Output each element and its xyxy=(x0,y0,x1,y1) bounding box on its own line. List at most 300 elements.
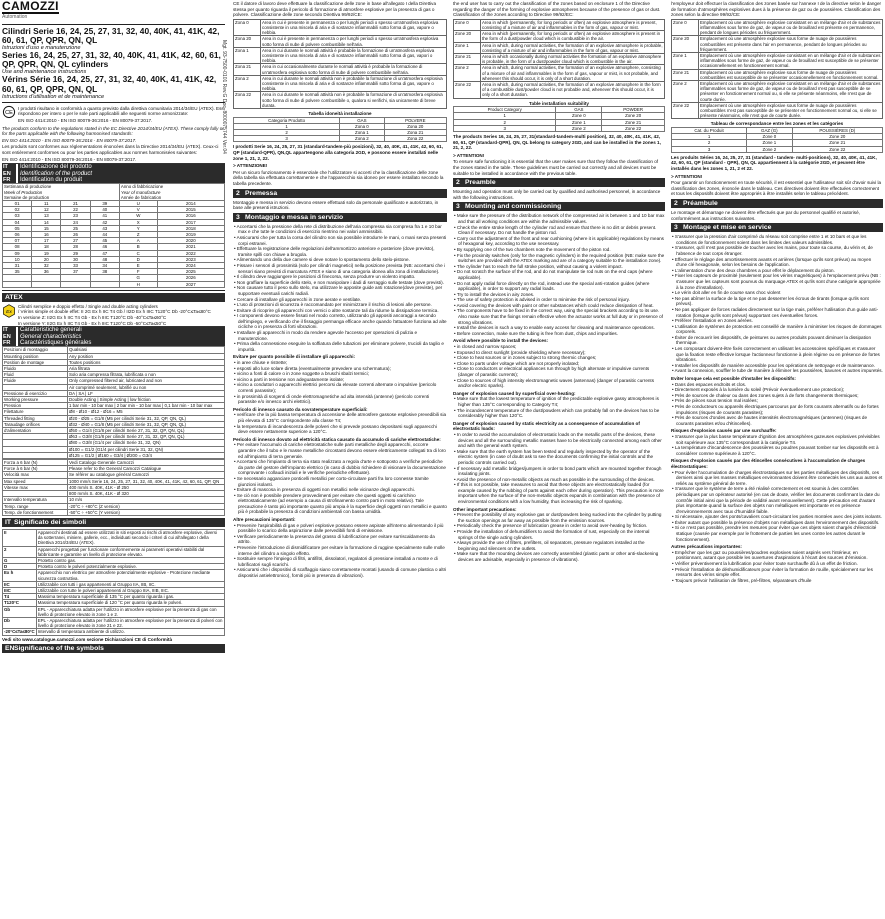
table-cell: Zona 20 xyxy=(384,123,446,129)
spec-label: Vitesse max xyxy=(3,484,68,490)
spec-label: Intervallo temperatura xyxy=(3,497,68,503)
zone-row xyxy=(234,64,447,75)
section-3-heading xyxy=(453,202,665,211)
bullet-item: • Éviter de recouvrir les dispositifs, de peintures ou autres produits pouvant diminuer la dissipation thermique. xyxy=(671,335,883,346)
year-letter: C xyxy=(119,250,157,256)
general-head-en: General characteristics xyxy=(18,334,225,340)
attention-text: To ensure safe functioning it is essential that the user makes sure that they follow the classification of the zones stated in the table. These guidelines must be carried out correctly and all devices must be suitable to be installed in accordance with the previous table. xyxy=(453,159,659,176)
table-cell: 1 xyxy=(234,123,340,129)
year-letter: Y xyxy=(119,225,157,231)
zone-desc: Emplacement où une atmosphère explosive consistant en un mélange d'air et de substances inflammables sous forme de gaz, de vapeur ou de brouillard n'est pas susceptible de se présenter en fonctionnement normal ou, si elle se présente néanmoins, elle n'est que de courte durée. xyxy=(699,81,883,103)
table-cell: Zone 21 xyxy=(792,140,882,146)
week-cell: 40 xyxy=(90,207,119,213)
bullet-item: • in prossimità di sorgenti di onde elettromagnetiche ad alta intensità (antenne) (pericolo correnti parassite e/o innesco archi elettrici). xyxy=(233,394,447,405)
year-letter: U xyxy=(119,200,157,206)
table-cell: Zone 21 xyxy=(602,119,665,125)
bullet-item: • Per evitare l'accumulo di cariche elettrostatiche sulle parti metalliche degli apparecchi, occorre garantire che il tubo e le masse metalliche circostanti devono essere elettricamente collegati tra di loro ed all'impianto di terra generale. xyxy=(233,442,447,459)
zone-row xyxy=(672,69,883,80)
bullet-item: • Dans des espaces endroits et clos. xyxy=(671,382,883,388)
bullet-item: • S'assurer que la plus basse température d'ignition des atmosphères gazeuses explosives prévisibles soit supérieure aux 135°C correspondant à la catégorie T4. xyxy=(671,434,883,445)
bullet-item: • If this is not possible, take measures to avoid that these objects are electrostatically loaded (for example caused by the rubbing of parts against each other during operation). This precaution is more important when the surface of the non-metallic objects expands in combination with the presence of environmental conditions with a low humidity, thus increasing the risk of sparking. xyxy=(453,482,665,504)
spec-label: Temp. range xyxy=(3,503,68,509)
zone-desc: Emplacement où une atmosphère explosive sous forme de nuage de poussières combustibles n'est pas susceptible de se présenter en fonctionnement normal ou, si elle se présente néanmoins, elle n'est que de courte durée. xyxy=(699,102,883,119)
atex-line: In versione Z: II2G Ex h IIC T4 Gb - Ex h IIIC T120°C Db -40°C≤Ta≤60°C xyxy=(18,315,167,321)
zone-name: Zona 21 xyxy=(234,64,261,75)
bullet-item: • If necessary add metallic bridges/jumpers in order to bond parts which are mounted together through insulating joints. xyxy=(453,466,665,477)
zone-name: Zone 2 xyxy=(672,81,699,103)
week-year-table: Settimana di produzione Week of Production Semaine de production Anno di fabbricazione Year of manufacture Année de fabrication 01 11 21 39 U 2014 02 12 22 40 V 2015 03 13 23 41 W 2016 04 14 24 42 X 2017 05 15 25 43 Y 2018 06 16 26 44 Z 2019 07 17 27 45 A 2020 08 18 28 46 B 2021 09 19 29 47 C 2022 10 20 30 48 D 2023 31 32 33 34 E 2024 35 36 37 38 F 2025 G 2026 H 2027 xyxy=(2,183,225,287)
symbol-meaning: Massima temperatura superficiale di 135 °C per quanto riguarda i gas. xyxy=(36,594,224,600)
intro-fr: Les produits sont conformes aux réglementations énoncées dans la Directive 2014/34/EU (ATEX). Ceux-ci sont entièrement conformes ou pour les parties applicables aux normes harmonisées suivantes: xyxy=(2,144,219,155)
spec-label: Pression xyxy=(3,403,68,409)
year-letter: F xyxy=(119,269,157,275)
zone-row xyxy=(672,19,883,36)
bullet-item: • Sostituire sempre l'impiego di filtri, antifiltri, dissolatori, regolatori di pressione installati a monte e di lubrificatori sugli scarichi. xyxy=(233,556,447,567)
year-letter: G xyxy=(119,275,157,281)
empty-cell xyxy=(32,281,61,287)
zone-desc: Area in which, during normal activities, the formation of an explosive atmosphere in the form of a combustible dust/powder cloud is not probable and, whenever this should occur, it is only of a short duration. xyxy=(481,82,665,99)
bullet-item: • Directement exposés à la lumière du soleil (Prévoir éventuellement une protection); xyxy=(671,387,883,393)
table-cell: 2 xyxy=(672,140,747,146)
bullet-item: • Cercare di installare gli apparecchi in zone aerate e ventilate. xyxy=(233,297,447,303)
bullet-item: • Ne pas abîmer la surface de la tige et ne pas desserrer les écrous de tirants (lorsque qu'ils sont prévus). xyxy=(671,296,883,307)
bullet-item: • Install the devices in such a way to enable easy access for cleaning and maintenance operations. xyxy=(453,325,665,331)
table-cell: 1 xyxy=(672,134,747,140)
symbol-code: 2 xyxy=(3,546,37,557)
atex-heading: ATEX xyxy=(2,293,225,302)
symbol-code: II xyxy=(3,529,37,546)
table-cell: Zone 2 xyxy=(747,146,793,152)
spec-value: -50°C ÷ +50°C (Y version) xyxy=(68,509,225,515)
week-cell: 03 xyxy=(3,213,32,219)
week-cell: 15 xyxy=(32,225,61,231)
bullet-item: • Ne pas appliquer de forces radiales directement sur la tige mais, préférer l'utilisation d'un guide anti-rotation (lorsque qu'ils sont prévus) supportant ces éventuelles forces. xyxy=(671,307,883,318)
subsection-title: Eviter lorsque cela est possible d'installer les dispositifs: xyxy=(671,376,796,382)
ce-block xyxy=(2,105,225,125)
bullet-item: • in closed and narrow spaces; xyxy=(453,344,665,350)
week-cell: 13 xyxy=(32,213,61,219)
week-cell: 34 xyxy=(90,263,119,269)
year-value: 2023 xyxy=(157,256,224,262)
subsection-title: Danger of explosion caused by static electricity as a consequence of accumulation of electrostatic loads: xyxy=(453,420,640,432)
ce-mark-icon xyxy=(2,105,16,119)
year-value: 2026 xyxy=(157,275,224,281)
week-cell: 23 xyxy=(61,213,90,219)
week-cell: 30 xyxy=(61,256,90,262)
bullet-item: • Éviter autant que possible la présence d'objets non métalliques dans l'environnement des dispositifs. xyxy=(671,520,883,526)
spec-value: 1 bar min - 10 bar max | 2 bar min - 10 bar max | 0,1 bar min - 10 bar max xyxy=(68,403,225,409)
category-note: Les produits Séries 16, 24, 25, 27, 31 (standard - tandem- multi-positions), 32, 40, 40K, 41, 41K, 42, 60, 61, QP (standard - QPR), QN, QL appartiennent à la catégorie 2GD, et peuvent être installés dans les zones 1, 21, 2 et 22. xyxy=(671,154,877,172)
general-block: IT EN FR Caratteristiche generali General characteristics Caractéristiques générales xyxy=(2,326,225,346)
norms-it: EN ISO 4414:2010 - EN ISO 80079-36:2016 - EN 80079-37:2017. xyxy=(18,118,153,123)
suitability-title: Table installation suitability xyxy=(529,100,589,106)
section-2-heading xyxy=(671,199,883,208)
zone-name: Zona 1 xyxy=(234,47,261,64)
bullet-item: • The use of safety protection is advised in order to minimise the risk of personal injury. xyxy=(453,297,665,303)
week-cell: 14 xyxy=(32,219,61,225)
spec-value: Ø80 = G3/8 (G1/4 per cilindri Serie 31, 32, QN) xyxy=(68,440,225,446)
attention-title: > ATTENZIONE! xyxy=(233,163,268,169)
title-en: Series 16, 24, 25, 27, 31, 32, 40, 40K, 41, 41K, 42, 60, 61, QP, QPR, QN, QL cylinders xyxy=(2,50,221,70)
spec-value: Solo aria compressa filtrata, lubrificata o non xyxy=(68,372,225,378)
subsection-title: Risques d'explosion causés par des étincelles consécutives à l'accumulation de charges électrostatiques: xyxy=(671,458,866,469)
symbols-heading-en: ENSignificance of the symbols xyxy=(2,644,225,653)
atex-line: In versione Y: II2G Ex h IIC T4 Gb - Ex h IIIC T120°C Db -50°C≤Ta≤50°C xyxy=(18,320,167,326)
bullet-item: • Provide the installation of dehumidifiers to avoid the formation of rust, especially on the internal springs of the single acting cylinders. xyxy=(453,529,665,540)
year-value: 2015 xyxy=(157,207,224,213)
table-row xyxy=(3,606,225,617)
week-cell: 42 xyxy=(90,219,119,225)
bullet-item: • Fissare i sensori di prossimità (solo per cilindri magnetici) nella posizione prevista (NB: accertarsi che i sensori siano previsti di marcatura ATEX e siano di una categoria idonea alla zona di installazione). xyxy=(233,263,447,274)
spec-label: Taraudage orifices xyxy=(3,421,68,427)
bullet-item: • Accertarsi che l'impianto di terra sia stato realizzato a regola d'arte e sottoposto a verifiche periodiche da parte del gestore dell'impianto elettrico (in caso di dubbio richiedere di visionare la documentazione comprovante i collaudi iniziali e le verifiche periodiche effettuate). xyxy=(233,459,447,476)
subtitle-fr: Istructions d'utilisation et de maintenance xyxy=(2,93,105,100)
table-row xyxy=(3,546,225,557)
year-value: 2016 xyxy=(157,213,224,219)
bullet-item: • Evitare di ricoprire gli apparecchi con vernici o altre sostanze tali da ridurne la dissipazione termica. xyxy=(233,308,447,314)
table-row xyxy=(3,617,225,628)
week-cell: 32 xyxy=(32,263,61,269)
symbol-code: Db xyxy=(3,617,37,628)
bullet-item: • Assicurarsi che per tutta la corsa del cilindro non sia possibile introdurre le mani, o mani senza presenti corpi estranei. xyxy=(233,235,447,246)
bullet-item: • Evitare di mascosa in presenza di oggetti non metallici nelle vicinanze degli apparecchi. xyxy=(233,487,447,493)
spec-value: 800 mm/s S. 40K, 41K - Ø 320 xyxy=(68,491,225,497)
title-it: Cilindri Serie 16, 24, 25, 27, 31, 32, 40, 40K, 41, 41K, 42, 60, 61, QP, QPR, QN, QL xyxy=(2,25,220,45)
bullet-item: • Make sure that the earth system has been tested and regularly inspected by the operator of the electric system (in case of doubt ask to see the documents confirming the initial controls and the periodic controls carried out). xyxy=(453,449,665,466)
zone-desc: Area in which occasionally during normal activities the formation of an explosive atmosphere is probable, in the form of a dust/powder cloud which is combustible in the air. xyxy=(481,54,665,65)
section-number: 2 xyxy=(456,179,460,187)
subsection-title: Autres précautions importantes: xyxy=(671,544,742,550)
spec-label: Temp. de fonctionnement xyxy=(3,509,68,515)
week-cell: 36 xyxy=(32,269,61,275)
bullet-item: • The incandescent temperature of the dust/powders which can probably fall on the devices has to be considerably higher than 120°C. xyxy=(453,408,665,419)
zone-name: Zone 20 xyxy=(672,36,699,53)
spec-value: Ø20 - Ø25 = G1/8 (M5 per cilindri Serie 31, 32, QP, QN, QL) xyxy=(68,415,225,421)
year-letter: B xyxy=(119,244,157,250)
week-cell: 11 xyxy=(32,200,61,206)
subsection-title: Pericolo di innesco dovuto ad elettricità statica causato da accumulo di cariche elettrostatiche: xyxy=(233,436,441,442)
bullet-item: • in aree chiuse e ristrette; xyxy=(233,360,447,366)
bullet-item: • Accertarsi che la pressione della rete di distribuzione dell'aria compressa sia compresa fra 1 e 10 bar max e che tutte le condizioni di esercizio rientrino nei valori ammissibili. xyxy=(233,224,447,235)
bullet-item: • Prévoir l'installation de déshumidificateurs pour éviter la formation de rouille, spécialement sur les ressorts des vérins simple effet. xyxy=(671,567,883,578)
year-letter: D xyxy=(119,256,157,262)
year-value: 2020 xyxy=(157,238,224,244)
week-cell: 19 xyxy=(32,250,61,256)
table-row xyxy=(3,629,225,635)
table-header-row xyxy=(672,128,883,134)
empty-cell xyxy=(90,281,119,287)
zone-intro: the end user has to carry out the classification of the zones based on enclosure 1 of the Directive regarding the danger of the forming of explosive atmospheres because of the presence of gas or dust. Classification of the zones according to Directive 99/92/EC: xyxy=(453,1,661,18)
zone-desc: Area in cui durante le normali attività non è probabile la formazione di un'atmosfera esplosiva consistente in una miscela di aria e di sostanze infiammabili sotto forma di gas, vapore o nebbia. xyxy=(261,75,447,92)
spec-value: Ø50 = G1/4 (G1/8 per cilindri Serie 27, 31, 32, QP, QN, QL) xyxy=(68,428,225,434)
bullet-item: • Close to parts under voltage which are not properly isolated; xyxy=(453,361,665,367)
symbol-meaning: Apparecchi destinati ad essere utilizzati in siti esposti ai rischi di atmosfere esplosive, diversi da sotterranei, miniere, gallerie, ecc., individuati secondo i criteri di cui all'allegato I della Direttiva 2014/34/EU (ATEX). xyxy=(36,529,224,546)
week-cell: 28 xyxy=(61,244,90,250)
symbol-code: D xyxy=(3,564,37,570)
spec-label: Pressione di esercizio xyxy=(3,390,68,396)
section-title: Preamble xyxy=(465,179,496,187)
zone-table xyxy=(233,19,447,109)
section-2-text: Mounting and operation must only be carried out by qualified and authorised personnel, in accordance with the following instructions. xyxy=(453,189,661,200)
bullet-item: • Vérifier préventivement la lubrification pour éviter toute surchauffe dû à un effet de friction. xyxy=(671,561,883,567)
bullet-item: • Make sure that the mounting devices are correctly assembled (plastic parts or other anti-slackening devices are advisable, especially in presence of vibrations). xyxy=(453,551,665,562)
symbol-meaning: EPL - Apparecchiatura adatta per l'utilizzo in atmosfere esplosive per la presenza di gas con livello di protezione elevato in zone 1 e 2. xyxy=(36,606,224,617)
subsection-title: Pericolo di innesco causato da sovratemperature superficiali: xyxy=(233,406,368,412)
zone-name: Zona 0 xyxy=(234,19,261,36)
spec-label: Working pressure xyxy=(3,397,68,403)
bullet-item: • Installare gli apparecchi in modo da rendere agevole l'accesso per operazioni di pulizia e manutenzione. xyxy=(233,330,447,341)
bullet-item: • Prima della connessione eseguire la soffiatura delle tubazioni per eliminare polvere, trucioli da taglio e impurità. xyxy=(233,341,447,352)
week-cell: 22 xyxy=(61,207,90,213)
spec-label: Force à 6 bar (N) xyxy=(3,466,68,472)
intro-it: I prodotti risultano in conformità a quanto previsto dalla direttiva comunitaria 2014/34/EU (ATEX). Essi rispondono per intero o per le sole parti applicabili alle seguenti norme armonizzate: xyxy=(18,105,225,117)
week-cell: 43 xyxy=(90,225,119,231)
bullet-item: • Close to conductors or electrical appliances run through by high alternate or impulsive currents (danger of parasitic currents); xyxy=(453,366,665,377)
symbol-meaning: Protetto contro gas. xyxy=(36,557,224,563)
week-cell: 06 xyxy=(3,232,32,238)
bullet-item: • Verificare periodicamente la presenza del grasso di lubrificazione per evitare surriscaldamento da attrito. xyxy=(233,534,447,545)
general-head-fr: Caractéristiques générales xyxy=(18,340,225,346)
section-2-heading xyxy=(453,178,665,187)
zone-row xyxy=(454,54,665,65)
spec-value: 400 mm/s S. 40K, 41K - Ø 250 xyxy=(68,484,225,490)
spec-value: Ø125 = G1/2 | Ø160 = G3/4 | Ø200 = G3/4 xyxy=(68,452,225,458)
section-title: Montaggio e messa in servizio xyxy=(245,213,344,221)
section-number: 2 xyxy=(674,200,678,207)
symbol-meaning: Protetto contro le polveri potenzialmente esplosive. xyxy=(36,564,224,570)
suitability-title: Tabella idoneità installazione xyxy=(308,111,372,117)
category-note: The products Series 16, 24, 25, 27, 31(standard-tandem-multi position), 32, 40, 40K, 41, 41K, 42, 60, 61, QP (standard-QPR), QN, QL belong to category 2GD, and can be installed in the zones 1, 21, 2, 22. xyxy=(453,134,661,151)
zone-desc: Area in which (permanently, for long periods or often) an explosive atmosphere is present in the form of a dust/powder cloud which is combustible in the air. xyxy=(481,31,665,42)
week-cell: 10 xyxy=(3,256,32,262)
table-cell: Zona 1 xyxy=(340,130,384,136)
year-letter: V xyxy=(119,207,157,213)
zone-name: Zone 1 xyxy=(454,42,481,53)
year-letter: E xyxy=(119,263,157,269)
zone-name: Zona 2 xyxy=(234,75,261,92)
spec-value: -20°C ÷ +80°C (Z version) xyxy=(68,503,225,509)
year-value: 2024 xyxy=(157,263,224,269)
spec-value: Ø63 = G3/8 (G1/8 per cilindri Serie 27, 31, 32, QP, QN, QL) xyxy=(68,434,225,440)
bullet-item: • Si ce n'est pas possible, prendre les mesures pour éviter que ces objets soient chargés d'électricité statique (causée par exemple par le frottement de parties les unes contre les autres durant le fonctionnement). xyxy=(671,525,883,542)
bullet-item: • L'alimentation d'une des deux chambres a pour effet le déplacement du piston. xyxy=(671,268,883,274)
spec-label: Fluid xyxy=(3,372,68,378)
title-fr: Vérins Série 16, 24, 25, 27, 31, 32, 40, 40K, 41, 41K, 42, 60, 61, QP, QPR, QN, QL xyxy=(2,74,217,94)
table-row xyxy=(3,570,225,581)
ex-hexagon-icon xyxy=(2,304,16,318)
week-cell: 09 xyxy=(3,250,32,256)
zone-name: Zona 22 xyxy=(234,92,261,109)
bullet-item: • S'assurer que le système de terre a été réalisé correctement et est soumis à des contrôles périodiques par un opérateur autorisé (en cas de doute, vérifier les documents confirmant la date du contrôle initial ainsi que la période de validité avant renouvellement). Cette précaution est d'autant plus importante quand la surface des objets non métalliques est importante et en présence d'environnements avec taux d'humidité faible. xyxy=(671,486,883,514)
subtitle-it: Istruzioni d'uso e manutenzione xyxy=(2,45,81,51)
subsection-title: Evitare per quanto possibile di installare gli apparecchi: xyxy=(233,354,356,360)
bullet-item: • vicino a parti in tensione non adeguatamente isolate; xyxy=(233,377,447,383)
section-3-heading xyxy=(671,223,883,232)
section-number: 3 xyxy=(456,203,460,211)
zone-desc: Emplacement où une atmosphère explosive sous forme de nuage de poussières combustibles est susceptible de se présenter occasionnellement en fonctionnement normal. xyxy=(699,69,883,80)
bullet-item: • la temperatura di incandescenza delle polveri che si prevede possano depositarsi sugli apparecchi deve essere nettamente superiore a 120°C. xyxy=(233,424,447,435)
bullet-item: • Make sure the pressure of the distribution network of the compressed air is between 1 and 10 bar max and that all working conditions are within the admissible values. xyxy=(453,213,665,224)
week-cell: 20 xyxy=(32,256,61,262)
zone-row xyxy=(672,81,883,103)
table-cell: Zone 1 xyxy=(556,119,602,125)
week-cell: 24 xyxy=(61,219,90,225)
week-cell: 21 xyxy=(61,200,90,206)
bullet-item: • Assicurarsi che i dispositivi di scaffaggio siano correttamente montati (usando di comune plastica o altri dispositivi antielettronico), forniti più in presenza di vibrazioni). xyxy=(233,567,447,578)
bullet-item: • Alimentando uno della due camere si deve notare lo spostamento dello stelo-pistone. xyxy=(233,257,447,263)
section-number: 3 xyxy=(674,224,678,232)
week-cell: 38 xyxy=(90,269,119,275)
zone-row xyxy=(454,42,665,53)
bullet-item: • Avoid covering the devices with paint or other substances which could reduce dissipation of heat. xyxy=(453,303,665,309)
symbol-code: -20°C≤Ta≤80°C xyxy=(4,629,35,635)
spec-value: Double Acting | Simple Acting | low friction xyxy=(68,397,225,403)
symbol-meaning: Massima temperatura superficiale di 120 °C per quanto riguarda le polveri. xyxy=(36,600,224,606)
spec-label: d'alimentation xyxy=(3,428,68,434)
zone-row xyxy=(234,36,447,47)
week-cell: 33 xyxy=(61,263,90,269)
zone-row xyxy=(454,31,665,42)
week-cell: 17 xyxy=(32,238,61,244)
zone-desc: Emplacement où une atmosphère explosive consistant en un mélange d'air et de substances inflammables sous forme de gaz, de vapeur ou de brouillard est susceptible de se présenter occasionnellement en fonctionnement normal. xyxy=(699,53,883,70)
table-cell: Zone 20 xyxy=(792,134,882,140)
bullet-item: • vicino a conduttori o apparecchi elettrici percorsi da elevate correnti alternate o impulsive (pericolo correnti parassite); xyxy=(233,382,447,393)
zone-name: Zone 0 xyxy=(672,19,699,36)
table-cell: 2 xyxy=(454,119,556,125)
empty-cell xyxy=(61,281,90,287)
table-row xyxy=(454,125,665,131)
table-cell: 3 xyxy=(234,136,340,142)
table-cell: Zona 0 xyxy=(340,123,384,129)
bullet-item: • Préférer l'installation en zones aérées. xyxy=(671,318,883,324)
zone-table xyxy=(453,19,665,99)
suitability-title: Tableau de correspondance entre les zones et les catégories xyxy=(710,121,844,127)
column-header: Categoria Prodotto xyxy=(234,117,340,123)
week-cell: 47 xyxy=(90,250,119,256)
zone-row xyxy=(454,82,665,99)
spec-value: Please refer to the General Camozzi Catalogue xyxy=(68,466,225,472)
symbol-meaning: Intervallo di temperatura ambiente di utilizzo. xyxy=(36,629,224,635)
zone-row xyxy=(454,19,665,30)
table-cell: Zone 22 xyxy=(602,125,665,131)
symbol-code: Ex h xyxy=(3,570,37,581)
section-2-text: Montaggio e messa in servizio devono essere effettuati solo da personale qualificato e autorizzato, in base alle presenti istruzioni. xyxy=(233,199,439,211)
symbol-code: T4 xyxy=(3,594,37,600)
spec-label: Max speed xyxy=(3,478,68,484)
spec-value: Qualsiasi xyxy=(68,347,225,353)
spec-label: Velocità max xyxy=(3,472,68,478)
table-cell: Zona 21 xyxy=(384,130,446,136)
bullet-item: • verificare che la più bassa temperatura di accensione delle atmosfere gassose esplosive prevedibili sia più elevata di 135°C corrispondente alla classe T4; xyxy=(233,412,447,423)
bullet-item: • Prevenire l'introduzione di dismidificatore per evitare la formazione di ruggine specialmente sulle molle interne del cilindro a singolo effetto. xyxy=(233,545,447,556)
column-header: POUSSIÈRES (D) xyxy=(792,128,882,134)
symbol-meaning: Apparecchio non elettrico per atmosfere potenzialmente esplosive - Protezione mediante sicurezza costruttiva. xyxy=(36,570,224,581)
bullet-item: • Non causare tutto il peso sullo stelo, ma utilizzare le apposite guide anti rotazione(dove previste), per supportare eventuali carichi radiali. xyxy=(233,285,447,296)
spec-value: 10 m/s xyxy=(68,497,225,503)
table-cell: Zone 1 xyxy=(747,140,793,146)
year-value: 2027 xyxy=(157,281,224,287)
column-3-english xyxy=(453,0,665,919)
table-cell: 2 xyxy=(234,130,340,136)
column-header: Product Category xyxy=(454,107,556,113)
bullet-item: • Il cilindro deve raggiungere le posizioni di finecorsa, senza produrre un violento impatto. xyxy=(233,274,447,280)
bullet-item: • Avant la connexion, souffler le tube de manière à éliminer les poussières, bavures et autres impuretés. xyxy=(671,368,883,374)
spec-label xyxy=(3,452,68,458)
spec-label: Fluide xyxy=(3,378,68,384)
bullet-item: • The cylinder has to reach the full stroke position, without causing a violent impact. xyxy=(453,264,665,270)
bullet-item: • Avoid the presence of non-metallic objects as much as possible in the surrounding of the devices. xyxy=(453,477,665,483)
column-1 xyxy=(2,0,225,919)
atex-block xyxy=(2,304,225,326)
table-cell: Zone 22 xyxy=(792,146,882,152)
section-2-text: Le montage et démarrage ne doivent être effectués que par du personnel qualifié et autorisé, conformément aux instructions suivantes. xyxy=(671,210,860,221)
suitability-table xyxy=(233,117,447,143)
section-3-heading xyxy=(233,213,447,222)
bullet-item: • Prevenire l'aspirabilità di gas e polveri esplosive possano essere aspirate all'interno alimentando il più possibile lo scarico della aspirazione dalle pervedibili fonti di emissione. xyxy=(233,523,447,534)
year-value: 2022 xyxy=(157,250,224,256)
table-row xyxy=(3,452,225,458)
ident-head-fr: Identification du produit xyxy=(18,177,225,183)
spec-value: 1000 mm/s Serie 16, 24, 25, 27, 31, 32, 40, 40K, 41, 41K, 42, 60, 61, QP, QN xyxy=(68,478,225,484)
bullet-item: • S'assurer que la pression d'air comprimé du réseau soit comprise entre 1 et 10 bars et que les conditions de fonctionnement soient dans les limites des valeurs admissibles. xyxy=(671,234,883,245)
spec-value: Ø8 - Ø10 - Ø12 - Ø16 = M5 xyxy=(68,409,225,415)
week-cell: 35 xyxy=(3,269,32,275)
bullet-item: • I componenti devono essere fissati nel modo corretto, utilizzando gli appositi ancoraggi a secondo dell'impiego, e verificando che il fissaggio permanga efficace anche quando l'attuatore funziona ad alte cicliche o in presenza di forti vibrazioni. xyxy=(233,313,447,330)
zone-row xyxy=(672,102,883,119)
table-cell: Zone 2 xyxy=(556,125,602,131)
bullet-item: • Près de conducteurs ou appareils électriques parcourus par de forts courants alternatifs ou de fortes impulsions (risques de courants parasites); xyxy=(671,404,883,415)
week-cell: 08 xyxy=(3,244,32,250)
spec-label: Mounting position xyxy=(3,353,68,359)
bullet-item: • Non graffiare la superficie dello stelo, e non manipolare i dadi di serraggio sulle testate (dove previsti). xyxy=(233,280,447,286)
subsection-title: Altre precauzioni importanti: xyxy=(233,517,296,523)
svg-text:CE: CE xyxy=(5,109,13,116)
zone-name: Zone 22 xyxy=(454,82,481,99)
week-cell: 05 xyxy=(3,225,32,231)
zone-desc: Emplacement où une atmosphère explosive consistant en un mélange d'air et de substances inflammables sous forme de gaz, de vapeur ou de brouillard est présente en permanence, pendant de longues périodes ou fréquemment. xyxy=(699,19,883,36)
bullet-item: • Effettuare la registrazione delle regolazioni dell'ammortizzo anteriore e posteriore (dove previsto), tramite spilli con chiave a brugola. xyxy=(233,246,447,257)
spec-value: Ø100 = G1/2 (G1/4 per cilindri Serie 31, 32, QN) xyxy=(68,446,225,452)
week-cell: 46 xyxy=(90,244,119,250)
week-cell: 12 xyxy=(32,207,61,213)
zone-name: Zone 20 xyxy=(454,31,481,42)
table-cell: Zone 20 xyxy=(602,113,665,119)
document-code: Mgt. 93-7500-0101 Rev.G Doc. 8000075744 Ver.04 xyxy=(221,40,227,154)
bullet-item: • Always provide the use of filters, prefilters, oil separators, pressure regulators installed at the beginning and silencers on the outlets. xyxy=(453,540,665,551)
symbol-code: IIC xyxy=(3,581,37,587)
spec-value: Se référer au catalogue général Camozzi xyxy=(68,472,225,478)
subtitle-en: Use and maintenance instructions xyxy=(2,69,87,76)
spec-label: Fluido xyxy=(3,366,68,372)
section-number: 3 xyxy=(236,213,240,221)
bullet-item: • Se necessario agganciare ponticelli metallici per corto-circuitare parti fra loro connesse tramite giunzioni isolanti. xyxy=(233,476,447,487)
zone-intro: l'employeur doit effectuer la classification des zones basée sur l'annexe I de la directive selon le danger de formation d'atmosphères explosives dues à la présence de gaz ou de poussières. Classification des zones selon la directive 99/92/CE: xyxy=(671,1,882,18)
column-header: GAZ (G) xyxy=(747,128,793,134)
year-value: 2014 xyxy=(157,200,224,206)
section-number: 2 xyxy=(236,189,240,197)
spec-value: Toutes positions xyxy=(68,359,225,365)
bullet-item: • Installer les dispositifs de manière accessible pour les opérations de nettoyage et de maintenance. xyxy=(671,363,883,369)
column-header: Cat. du Produit xyxy=(672,128,747,134)
divider xyxy=(2,24,225,25)
bullet-item: • Toujours prévoir l'utilisation de filtres, pré-filtres, séparateurs d'huile xyxy=(671,578,883,584)
symbol-meaning: Utilizzabile con tutti i gas appartenenti al Gruppo IIA, IIB, IIC. xyxy=(36,581,224,587)
bullet-item: • By supplying one of the two chambers note the movement of the piston rod. xyxy=(453,247,665,253)
suitability-table xyxy=(453,106,665,132)
bullet-item: • Exposed to direct sunlight (provide shielding where necessary); xyxy=(453,350,665,356)
week-cell: 26 xyxy=(61,232,90,238)
week-cell: 27 xyxy=(61,238,90,244)
